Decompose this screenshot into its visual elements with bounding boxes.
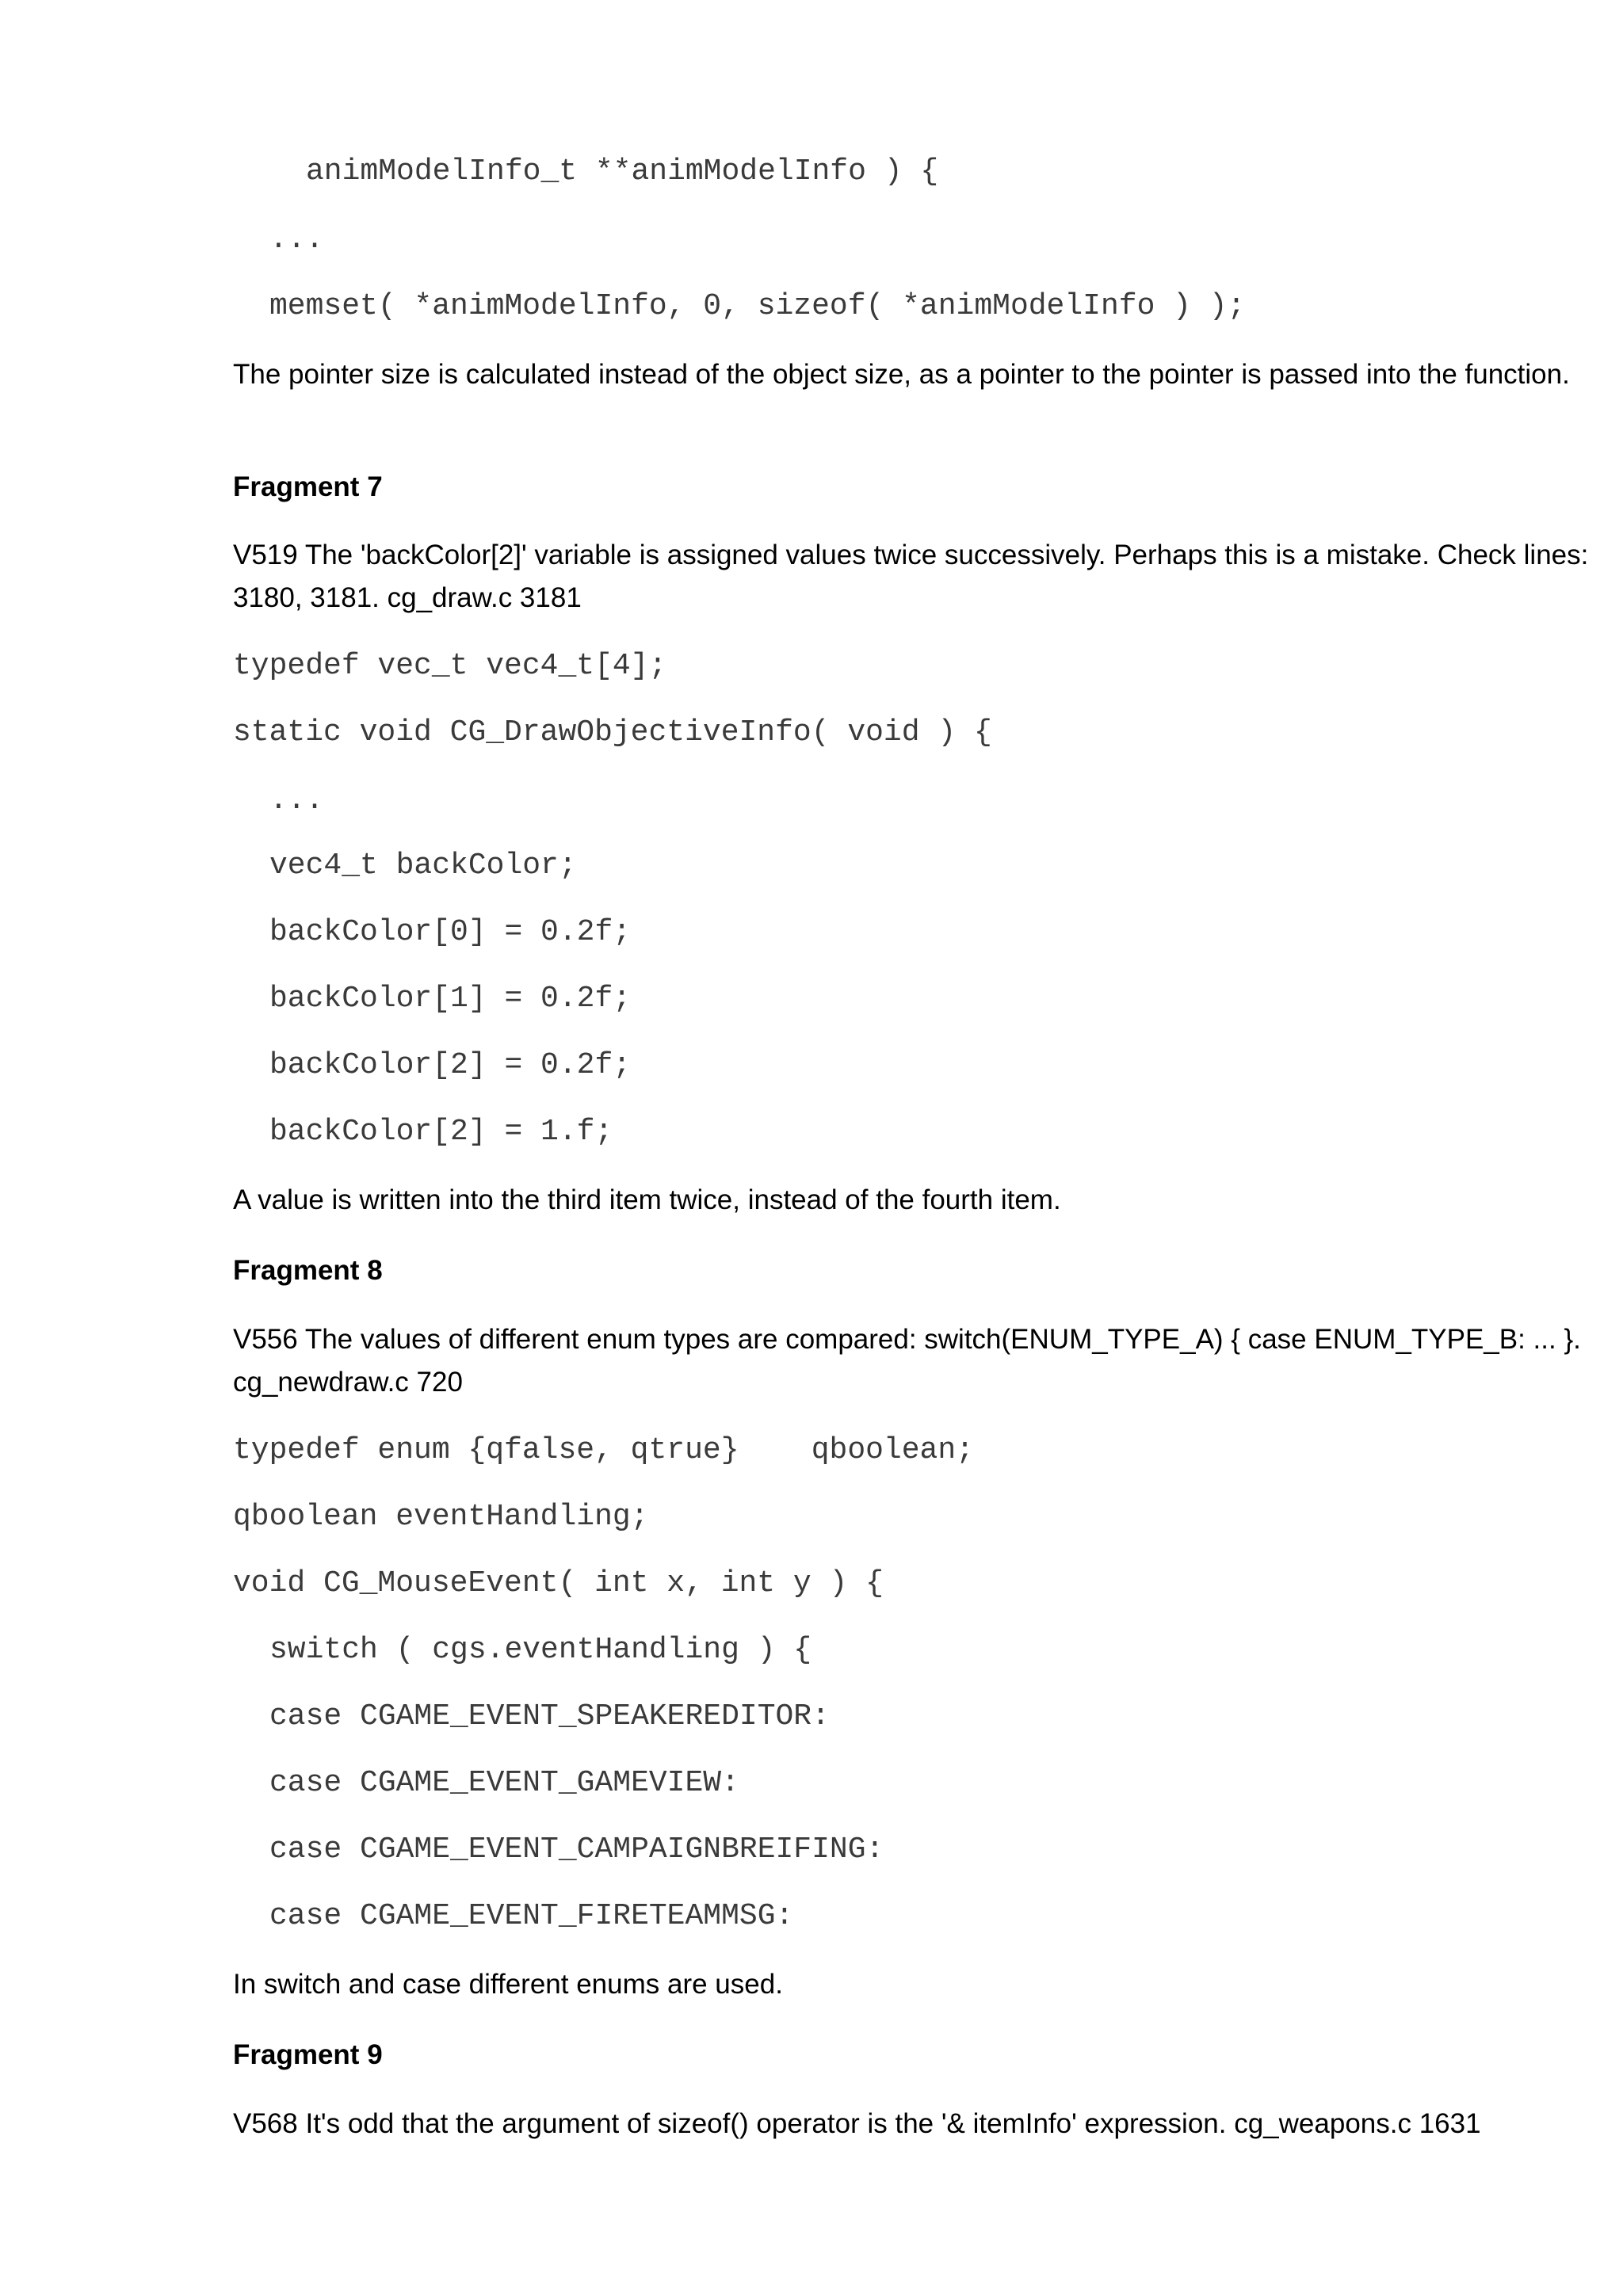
code-line: animModelInfo_t **animModelInfo ) { [306,154,939,189]
code-line: qboolean eventHandling; [233,1500,649,1534]
code-line: vec4_t backColor; [269,849,577,883]
code-line: static void CG_DrawObjectiveInfo( void ) { [233,715,992,749]
code-line: typedef enum {qfalse, qtrue} qboolean; [233,1433,974,1467]
code-line: case CGAME_EVENT_SPEAKEREDITOR: [269,1699,830,1733]
code-line: backColor[2] = 1.f; [269,1115,613,1149]
fragment-heading: Fragment 9 [233,2039,383,2070]
code-line: ... [269,784,324,818]
code-line: typedef vec_t vec4_t[4]; [233,649,667,683]
fragment-heading: Fragment 8 [233,1255,383,1286]
diagnostic-message: V519 The 'backColor[2]' variable is assigned values twice successively. Perhaps this is a mistake. Check lines: 3180, 3181. cg_draw.c 3181 [233,540,1589,613]
code-line: case CGAME_EVENT_CAMPAIGNBREIFING: [269,1833,884,1867]
code-line: case CGAME_EVENT_GAMEVIEW: [269,1766,739,1800]
diagnostic-message: V568 It's odd that the argument of sizeof() operator is the '& itemInfo' expression. cg_weapons.c 1631 [233,2108,1481,2139]
explanation-paragraph: In switch and case different enums are used. [233,1969,783,2000]
code-line: backColor[2] = 0.2f; [269,1048,632,1082]
code-line: case CGAME_EVENT_FIRETEAMMSG: [269,1899,794,1933]
code-line: ... [269,223,324,257]
explanation-paragraph: The pointer size is calculated instead of the object size, as a pointer to the pointer is passed into the function. [233,359,1570,390]
code-line: memset( *animModelInfo, 0, sizeof( *animModelInfo ) ); [269,289,1246,323]
code-line: backColor[1] = 0.2f; [269,982,632,1016]
diagnostic-message: V556 The values of different enum types are compared: switch(ENUM_TYPE_A) { case ENUM_TYPE_B: ... }. cg_newdraw.c 720 [233,1324,1581,1398]
code-line: void CG_MouseEvent( int x, int y ) { [233,1566,884,1600]
code-line: backColor[0] = 0.2f; [269,915,632,949]
code-line: switch ( cgs.eventHandling ) { [269,1633,812,1667]
fragment-heading: Fragment 7 [233,471,383,502]
explanation-paragraph: A value is written into the third item twice, instead of the fourth item. [233,1184,1061,1215]
